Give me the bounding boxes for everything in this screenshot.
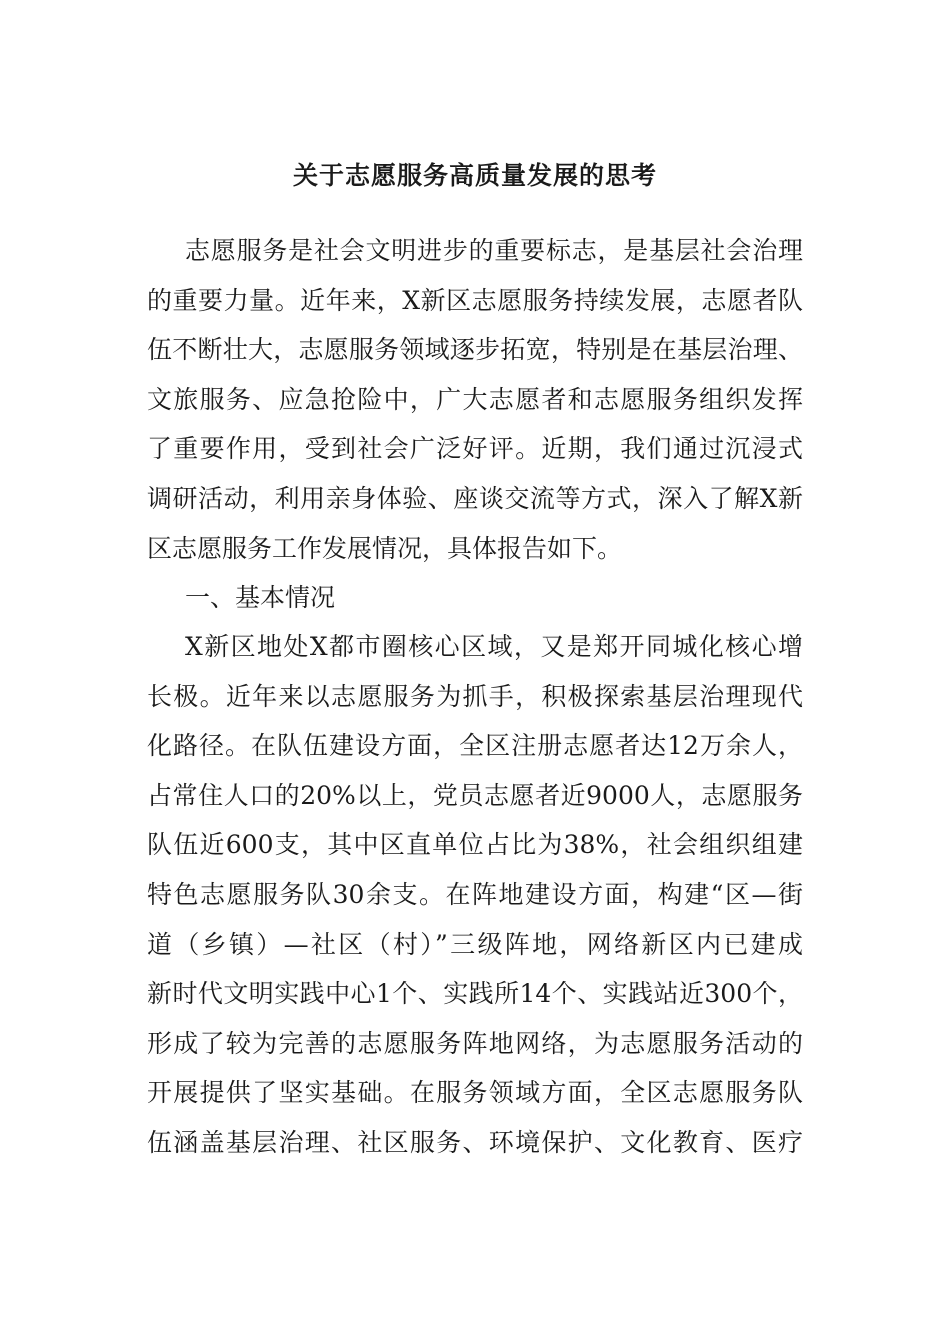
text-line: 特色志愿服务队30余支。在阵地建设方面，构建“区—街: [147, 879, 803, 909]
paragraph-intro: [147, 226, 803, 573]
text-line: X新区地处X都市圈核心区域，又是郑开同城化核心增: [185, 632, 803, 661]
text-line: 化路径。在队伍建设方面，全区注册志愿者达12万余人，: [147, 731, 803, 761]
text-line: 长极。近年来以志愿服务为抓手，积极探索基层治理现代: [147, 681, 803, 711]
text-line: 伍不断壮大，志愿服务领域逐步拓宽，特别是在基层治理、: [147, 335, 803, 365]
text-line: 调研活动，利用亲身体验、座谈交流等方式，深入了解X新: [147, 483, 803, 513]
text-line: 区志愿服务工作发展情况，具体报告如下。: [147, 533, 623, 563]
text-line: 新时代文明实践中心1个、实践所14个、实践站近300个，: [147, 979, 803, 1009]
text-line: 伍涵盖基层治理、社区服务、环境保护、文化教育、医疗: [147, 1127, 803, 1157]
text-line: 队伍近600支，其中区直单位占比为38%，社会组织组建: [147, 830, 803, 860]
text-line: 的重要力量。近年来，X新区志愿服务持续发展，志愿者队: [147, 285, 803, 315]
text-line: 文旅服务、应急抢险中，广大志愿者和志愿服务组织发挥: [147, 384, 803, 414]
text-line: 开展提供了坚实基础。在服务领域方面，全区志愿服务队: [147, 1078, 803, 1108]
document-title: 关于志愿服务高质量发展的思考: [292, 161, 657, 190]
text-line: 道（乡镇）—社区（村）”三级阵地，网络新区内已建成: [147, 929, 803, 959]
heading-basic-situation: 一、基本情况: [185, 583, 336, 612]
text-line: 占常住人口的20%以上，党员志愿者近9000人，志愿服务: [147, 780, 803, 810]
paragraph-basic-situation: [147, 622, 803, 1168]
text-line: 了重要作用，受到社会广泛好评。近期，我们通过沉浸式: [147, 434, 803, 464]
text-line: 志愿服务是社会文明进步的重要标志，是基层社会治理: [185, 236, 803, 265]
section-heading: [147, 573, 803, 623]
text-line: 形成了较为完善的志愿服务阵地网络，为志愿服务活动的: [147, 1028, 803, 1058]
